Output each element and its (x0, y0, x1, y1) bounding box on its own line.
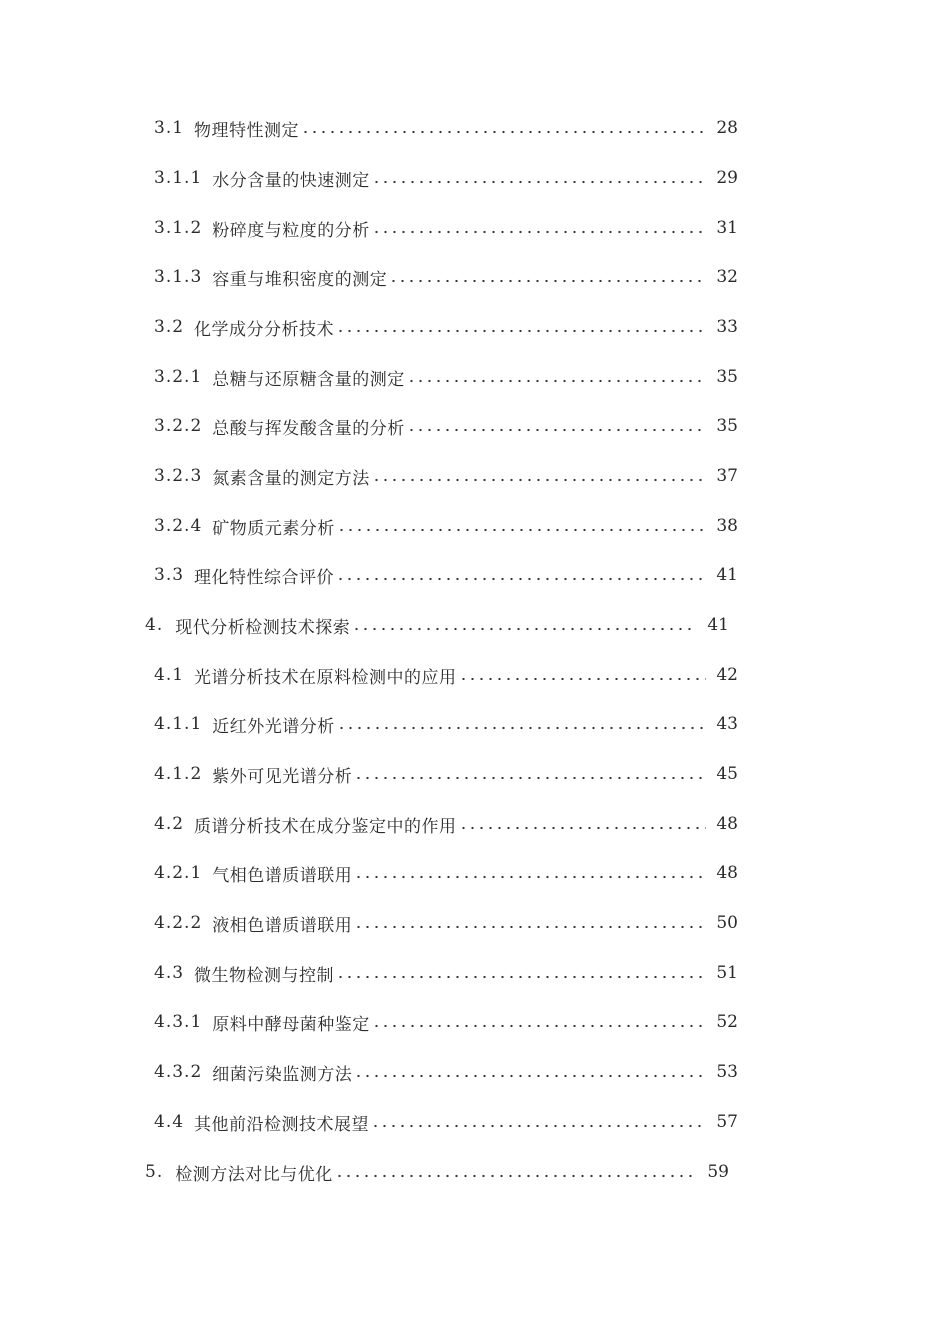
dot-leader (407, 428, 707, 432)
page-number: 41 (707, 615, 729, 635)
toc-entry[interactable] (154, 709, 738, 739)
toc-entry[interactable] (154, 560, 738, 590)
page-number: 35 (716, 367, 738, 387)
dot-leader (372, 1024, 707, 1028)
toc-entry[interactable] (145, 1157, 729, 1187)
section-title: 物理特性测定 (194, 120, 300, 141)
dot-leader (301, 130, 706, 134)
section-title: 质谱分析技术在成分鉴定中的作用 (194, 816, 457, 837)
page-number: 51 (716, 963, 738, 983)
toc-entry[interactable] (154, 411, 738, 441)
dot-leader (335, 1174, 698, 1178)
section-number: 3.3 (154, 565, 185, 585)
section-number: 4.3.2 (154, 1062, 203, 1082)
page-number: 29 (716, 168, 738, 188)
section-title: 液相色谱质谱联用 (212, 915, 353, 936)
dot-leader (371, 1124, 706, 1128)
section-title: 现代分析检测技术探索 (175, 617, 351, 638)
section-number: 4.2.1 (154, 863, 203, 883)
dot-leader (336, 975, 706, 979)
section-number: 4. (145, 615, 164, 635)
section-title: 其他前沿检测技术展望 (194, 1114, 370, 1135)
page-number: 57 (716, 1112, 738, 1132)
dot-leader (407, 379, 707, 383)
toc-entry[interactable] (154, 958, 738, 988)
dot-leader (372, 230, 707, 234)
section-title: 容重与堆积密度的测定 (212, 269, 388, 290)
section-title: 微生物检测与控制 (194, 965, 335, 986)
section-number: 3.2.2 (154, 416, 203, 436)
section-title: 矿物质元素分析 (212, 518, 335, 539)
dot-leader (336, 329, 706, 333)
dot-leader (354, 1074, 706, 1078)
toc-entry[interactable] (154, 759, 738, 789)
toc-entry[interactable] (154, 113, 738, 143)
page-number: 41 (716, 565, 738, 585)
page-number: 32 (716, 267, 738, 287)
section-number: 3.1.2 (154, 218, 203, 238)
section-title: 原料中酵母菌种鉴定 (212, 1014, 370, 1035)
toc-entry[interactable] (154, 858, 738, 888)
toc-entry[interactable] (154, 1107, 738, 1137)
section-title: 化学成分分析技术 (194, 319, 335, 340)
section-title: 氮素含量的测定方法 (212, 468, 370, 489)
page-number: 35 (716, 416, 738, 436)
section-number: 4.2.2 (154, 913, 203, 933)
section-number: 3.2.4 (154, 516, 203, 536)
page-number: 50 (716, 913, 738, 933)
section-title: 总糖与还原糖含量的测定 (212, 369, 405, 390)
section-number: 3.2 (154, 317, 185, 337)
toc-entry[interactable] (154, 908, 738, 938)
section-number: 3.2.1 (154, 367, 203, 387)
toc-entry[interactable] (154, 262, 738, 292)
section-title: 近红外光谱分析 (212, 716, 335, 737)
page-number: 45 (716, 764, 738, 784)
section-title: 气相色谱质谱联用 (212, 865, 353, 886)
section-number: 4.2 (154, 814, 185, 834)
toc-entry[interactable] (154, 461, 738, 491)
dot-leader (354, 875, 706, 879)
toc-entry[interactable] (154, 213, 738, 243)
toc-entry[interactable] (154, 660, 738, 690)
toc-entry[interactable] (154, 312, 738, 342)
page-number: 48 (716, 863, 738, 883)
section-number: 3.1 (154, 118, 185, 138)
page-number: 53 (716, 1062, 738, 1082)
dot-leader (459, 677, 707, 681)
page-number: 59 (707, 1162, 729, 1182)
dot-leader (389, 279, 706, 283)
page-number: 37 (716, 466, 738, 486)
section-number: 3.1.1 (154, 168, 203, 188)
section-number: 4.4 (154, 1112, 185, 1132)
section-title: 光谱分析技术在原料检测中的应用 (194, 667, 457, 688)
toc-entry[interactable] (145, 610, 729, 640)
section-number: 4.3 (154, 963, 185, 983)
section-title: 粉碎度与粒度的分析 (212, 220, 370, 241)
dot-leader (372, 180, 707, 184)
section-title: 细菌污染监测方法 (212, 1064, 353, 1085)
page-number: 33 (716, 317, 738, 337)
section-number: 4.1.1 (154, 714, 203, 734)
section-title: 紫外可见光谱分析 (212, 766, 353, 787)
toc-entry[interactable] (154, 809, 738, 839)
section-number: 3.2.3 (154, 466, 203, 486)
section-number: 4.1 (154, 665, 185, 685)
toc-entry[interactable] (154, 511, 738, 541)
page-number: 52 (716, 1012, 738, 1032)
toc-entry[interactable] (154, 362, 738, 392)
page-number: 28 (716, 118, 738, 138)
section-title: 水分含量的快速测定 (212, 170, 370, 191)
section-number: 4.3.1 (154, 1012, 203, 1032)
page-number: 31 (716, 218, 738, 238)
dot-leader (337, 528, 707, 532)
dot-leader (352, 627, 697, 631)
section-title: 理化特性综合评价 (194, 567, 335, 588)
dot-leader (337, 726, 707, 730)
page-number: 48 (716, 814, 738, 834)
section-title: 检测方法对比与优化 (175, 1164, 333, 1185)
dot-leader (354, 776, 706, 780)
section-number: 3.1.3 (154, 267, 203, 287)
dot-leader (354, 925, 706, 929)
section-number: 5. (145, 1162, 164, 1182)
dot-leader (336, 577, 706, 581)
page-number: 42 (716, 665, 738, 685)
dot-leader (459, 826, 707, 830)
section-number: 4.1.2 (154, 764, 203, 784)
toc-entry[interactable] (154, 163, 738, 193)
page-number: 38 (716, 516, 738, 536)
section-title: 总酸与挥发酸含量的分析 (212, 418, 405, 439)
toc-entry[interactable] (154, 1057, 738, 1087)
page-number: 43 (716, 714, 738, 734)
toc-entry[interactable] (154, 1007, 738, 1037)
dot-leader (372, 478, 707, 482)
